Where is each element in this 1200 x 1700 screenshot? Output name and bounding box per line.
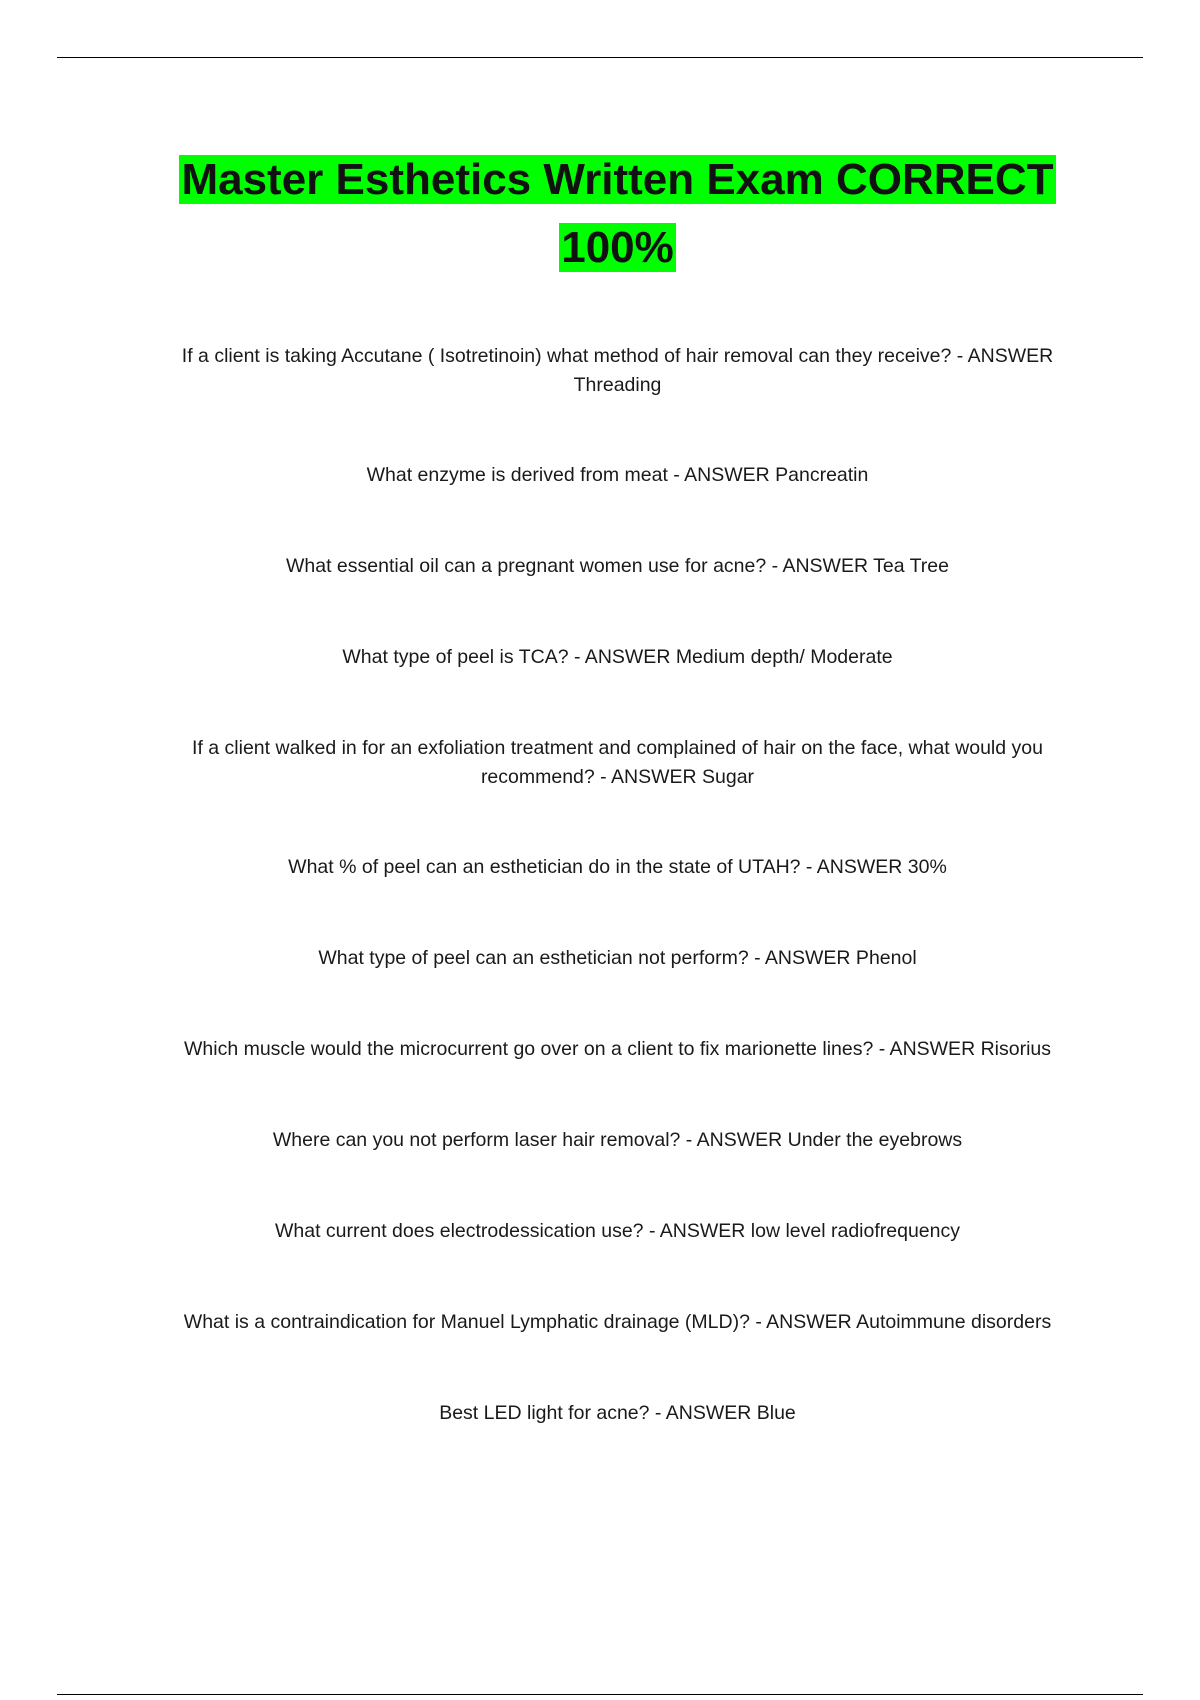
qa-item: If a client walked in for an exfoliation treatment and complained of hair on the face, what would you recommend? - ANSWER Sugar: [192, 737, 1043, 788]
qa-item: Which muscle would the microcurrent go over on a client to fix marionette lines? - ANSWER Risorius: [184, 1038, 1051, 1060]
top-rule: [57, 57, 1143, 58]
document-title: [150, 146, 1085, 282]
title-highlight: Master Esthetics Written Exam CORRECT 100%: [181, 155, 1054, 272]
qa-item: What type of peel can an esthetician not perform? - ANSWER Phenol: [318, 947, 917, 969]
qa-item: What enzyme is derived from meat - ANSWER Pancreatin: [366, 464, 869, 486]
qa-item: What essential oil can a pregnant women use for acne? - ANSWER Tea Tree: [286, 555, 949, 577]
qa-list: [150, 342, 1085, 1490]
qa-item: Best LED light for acne? - ANSWER Blue: [439, 1402, 796, 1424]
qa-item: What current does electrodessication use? - ANSWER low level radiofrequency: [275, 1220, 960, 1242]
qa-item: If a client is taking Accutane ( Isotretinoin) what method of hair removal can they receive? - ANSWER Threading: [181, 345, 1054, 396]
qa-item: What % of peel can an esthetician do in the state of UTAH? - ANSWER 30%: [288, 856, 947, 878]
bottom-rule: [57, 1694, 1143, 1695]
qa-item: What type of peel is TCA? - ANSWER Medium depth/ Moderate: [342, 646, 893, 668]
qa-item: Where can you not perform laser hair removal? - ANSWER Under the eyebrows: [272, 1129, 963, 1151]
qa-item: What is a contraindication for Manuel Lymphatic drainage (MLD)? - ANSWER Autoimmune disorders: [183, 1311, 1052, 1333]
